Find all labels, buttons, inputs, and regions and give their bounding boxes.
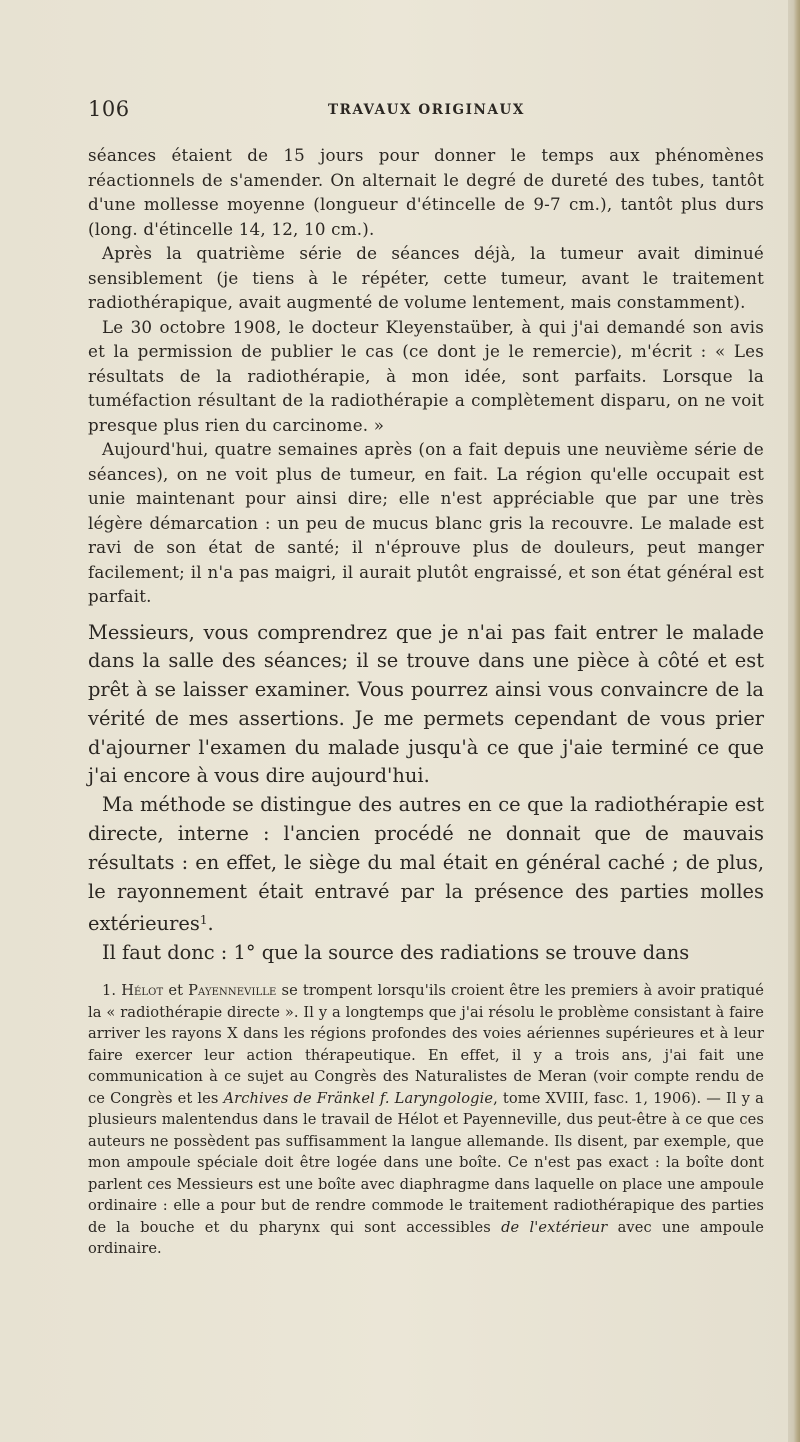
body-text bbox=[88, 143, 764, 1260]
page-edge bbox=[788, 0, 800, 1442]
footnote-author: Payenneville bbox=[188, 982, 277, 1000]
paragraph-text: Ma méthode se distingue des autres en ce que la radiothérapie est directe, interne : l'ancien procédé ne donnait que de mauvais résultats : en effet, le siège du mal était en général caché ; de plus, le rayonnement était entravé par la présence des parties molles extérieures bbox=[88, 793, 764, 936]
paragraph: Ma méthode se distingue des autres en ce que la radiothérapie est directe, interne : l'ancien procédé ne donnait que de mauvais résultats : en effet, le siège du mal était en général caché ; de plus, le rayonnement était entravé par la présence des parties molles extérieures$^1$. bbox=[88, 793, 764, 936]
paragraph: Le 30 octobre 1908, le docteur Kleyenstaüber, à qui j'ai demandé son avis et la permission de publier le cas (ce dont je le remercie), m'écrit : « Les résultats de la radiothérapie, à mon idée, sont parfaits. Lorsque la tuméfaction résultant de la radiothérapie a complètement disparu, on ne voit presque plus rien du carcinome. » bbox=[88, 316, 764, 435]
paragraph: Après la quatrième série de séances déjà, la tumeur avait diminué sensiblement (je tiens à le répéter, cette tumeur, avant le traitement radiothérapique, avait augmenté de volume lentement, mais constamment). bbox=[88, 243, 764, 312]
footnote bbox=[88, 980, 764, 1260]
footnote-italic: de bbox=[501, 1218, 520, 1236]
footnote-conjunction: et bbox=[168, 982, 184, 1000]
paragraph: Aujourd'hui, quatre semaines après (on a fait depuis une neuvième série de séances), on ne voit plus de tumeur, en fait. La région qu'elle occupait est unie maintenant pour ainsi dire; elle n'est appréciable que par une très légère démarcation : un peu de mucus blanc gris la recouvre. Le malade est ravi de son état de santé; il n'éprouve plus de douleurs, peut manger facilement; il n'a pas maigri, il aurait plutôt engraissé, et son état général est parfait. bbox=[88, 439, 764, 606]
footnote-text: , tome XVIII, fasc. 1, 1906). — Il y a plusieurs malentendus dans le travail de Hélot et Payenneville, dus peut-être à ce que ces auteurs ne possèdent pas suffisamment la langue allemande. Ils disent, par exemple, que mon ampoule spéciale doit être logée dans une boîte. Ce n'est pas exact : la boîte dont parlent ces Messieurs est une boîte avec diaphragme dans laquelle on place une ampoule ordinaire : elle a pour but de rendre commode le traitement radiothérapique des parties de la bouche et du pharynx qui sont accessibles bbox=[88, 1089, 765, 1236]
page-number: 106 bbox=[88, 97, 130, 121]
footnote-text: se trompent lorsqu'ils croient être les premiers à avoir pratiqué la « radiothérapie directe ». Il y a longtemps que j'ai résolu le problème consistant à faire arriver les rayons X dans les régions profondes des voies aériennes supérieures et à leur faire exercer leur action thérapeutique. En effet, il y a trois ans, j'ai fait une communication à ce sujet au Congrès des Naturalistes de Meran (voir compte rendu de ce Congrès et les bbox=[88, 982, 764, 1107]
journal-title: Archives de Fränkel f. Laryngologie bbox=[223, 1089, 494, 1107]
page-header bbox=[88, 97, 764, 127]
footnote-reference: 1 bbox=[199, 913, 208, 928]
footnote-number: 1. bbox=[102, 982, 117, 1000]
footnote-author: Hélot bbox=[121, 982, 164, 1000]
paragraph: Il faut donc : 1° que la source des radiations se trouve dans bbox=[102, 941, 690, 965]
footnote-text: avec une ampoule ordinaire. bbox=[88, 1218, 764, 1258]
paragraph: séances étaient de 15 jours pour donner le temps aux phénomènes réactionnels de s'amender. On alternait le degré de dureté des tubes, tantôt d'une mollesse moyenne (longueur d'étincelle de 9-7 cm.), tantôt plus durs (long. d'étincelle 14, 12, 10 cm.). bbox=[88, 145, 764, 239]
footnote-italic: l'extérieur bbox=[529, 1218, 608, 1236]
footnotes bbox=[88, 980, 764, 1260]
paragraph: Messieurs, vous comprendrez que je n'ai pas fait entrer le malade dans la salle des séances; il se trouve dans une pièce à côté et est prêt à se laisser examiner. Vous pourrez ainsi vous convaincre de la vérité de mes assertions. Je me permets cependant de vous prier d'ajourner l'examen du malade jusqu'à ce que j'aie terminé ce que j'ai encore à vous dire aujourd'hui. bbox=[88, 620, 764, 788]
running-head: TRAVAUX ORIGINAUX bbox=[328, 102, 526, 118]
